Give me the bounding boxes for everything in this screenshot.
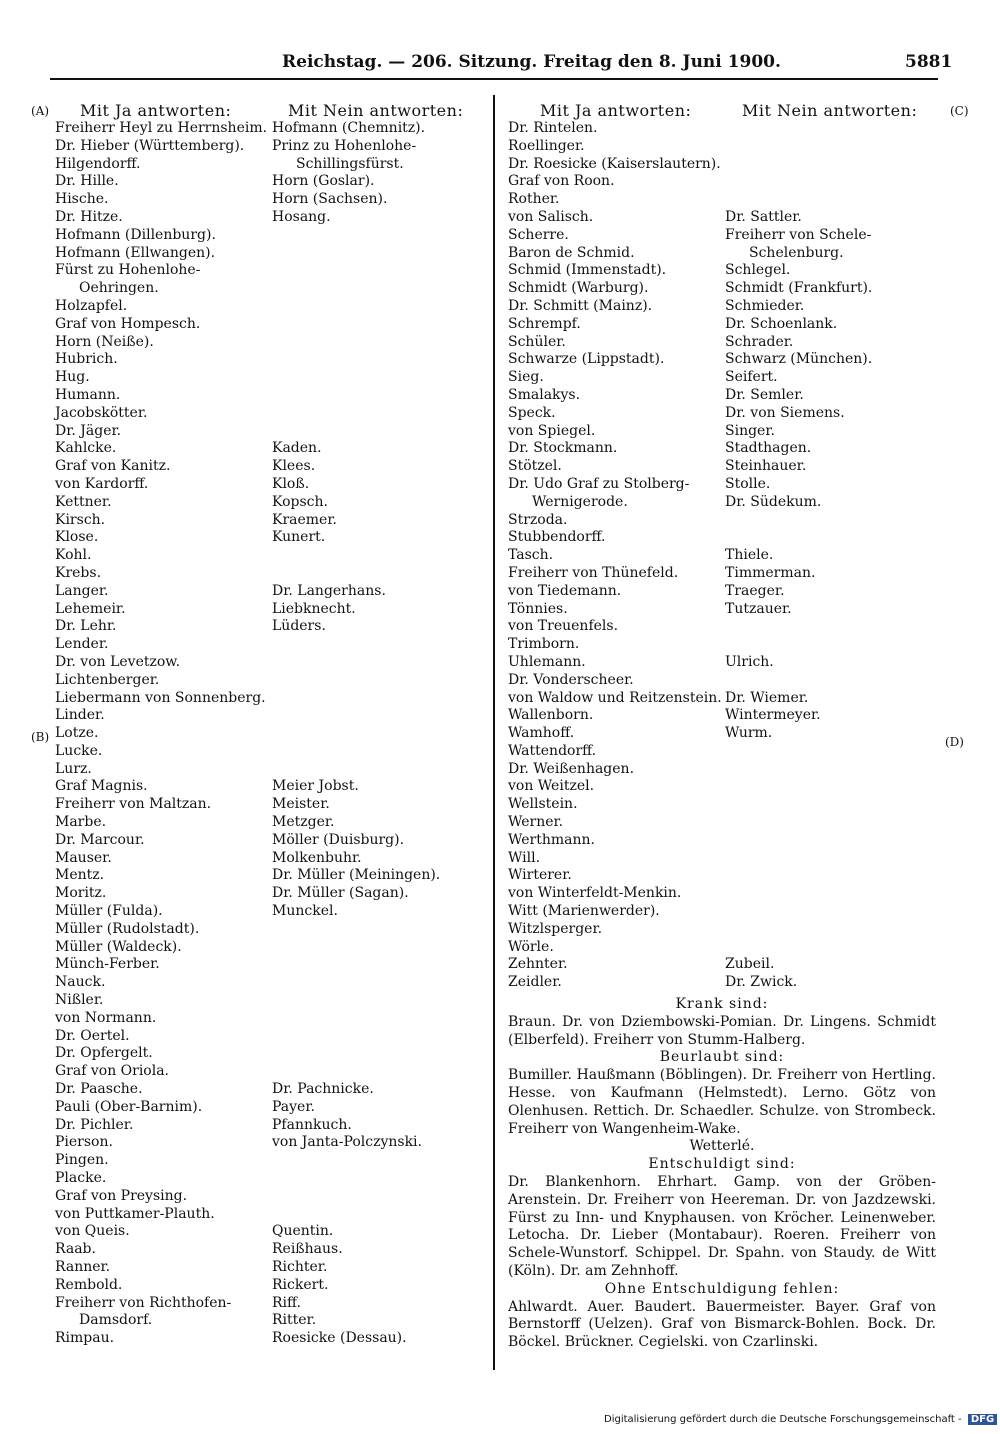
member-name bbox=[725, 761, 872, 779]
member-name: Linder. bbox=[55, 707, 105, 724]
member-name: Kunert. bbox=[272, 529, 326, 546]
member-name: Riff. bbox=[272, 1294, 301, 1311]
member-name: Rother. bbox=[508, 191, 560, 208]
margin-marker-b: (B) bbox=[31, 730, 50, 744]
member-name: Dr. Lehr. bbox=[55, 618, 117, 635]
member-name: Oehringen. bbox=[79, 280, 159, 297]
member-name: Meier Jobst. bbox=[272, 778, 359, 795]
member-name: Dr. Hitze. bbox=[55, 208, 123, 225]
member-name bbox=[725, 512, 872, 530]
member-name: Placke. bbox=[55, 1170, 107, 1187]
member-name bbox=[272, 245, 440, 263]
member-name: Tönnies. bbox=[508, 600, 568, 617]
header-rule bbox=[50, 78, 938, 80]
member-name: Marbe. bbox=[55, 814, 107, 831]
member-name: Ritter. bbox=[272, 1312, 317, 1329]
member-name: Lender. bbox=[55, 636, 109, 653]
member-name: Tutzauer. bbox=[725, 600, 792, 617]
member-name: Graf von Oriola. bbox=[55, 1063, 170, 1080]
member-name: Wattendorff. bbox=[508, 742, 597, 759]
member-name: Graf von Roon. bbox=[508, 173, 615, 190]
member-name: Stadthagen. bbox=[725, 440, 812, 457]
member-name bbox=[272, 316, 440, 334]
member-name bbox=[272, 1045, 440, 1063]
member-name: Schwarze (Lippstadt). bbox=[508, 351, 665, 368]
left-ja-heading: Mit Ja antworten: bbox=[80, 101, 232, 120]
member-name bbox=[725, 173, 872, 191]
member-name: Schmidt (Warburg). bbox=[508, 280, 649, 297]
member-name: Dr. Schoenlank. bbox=[725, 315, 838, 332]
member-name: Lotze. bbox=[55, 725, 99, 742]
member-name: Graf von Hompesch. bbox=[55, 315, 201, 332]
member-name: Horn (Neiße). bbox=[55, 333, 154, 350]
member-name: Graf von Preysing. bbox=[55, 1187, 188, 1204]
member-name: Horn (Goslar). bbox=[272, 173, 375, 190]
member-name: Zeidler. bbox=[508, 974, 562, 991]
member-name bbox=[272, 334, 440, 352]
member-name: Werner. bbox=[508, 814, 564, 831]
member-name: Müller (Rudolstadt). bbox=[55, 920, 200, 937]
member-name bbox=[725, 832, 872, 850]
member-name: Freiherr von Maltzan. bbox=[55, 796, 212, 813]
member-name: Dr. Südekum. bbox=[725, 493, 822, 510]
member-name: Dr. Vonderscheer. bbox=[508, 671, 634, 688]
member-name: Witzlsperger. bbox=[508, 920, 603, 937]
member-name: Smalakys. bbox=[508, 386, 581, 403]
member-name: Payer. bbox=[272, 1098, 315, 1115]
member-name: Stubbendorff. bbox=[508, 529, 606, 546]
member-name bbox=[725, 191, 872, 209]
member-name: Dr. Sattler. bbox=[725, 208, 802, 225]
member-name: Horn (Sachsen). bbox=[272, 191, 388, 208]
member-name bbox=[272, 405, 440, 423]
member-name: Kaden. bbox=[272, 440, 322, 457]
member-name: von Kardorff. bbox=[55, 475, 149, 492]
member-name: Kraemer. bbox=[272, 511, 337, 528]
member-name: Dr. Hieber (Württemberg). bbox=[55, 137, 245, 154]
member-name: Damsdorf. bbox=[79, 1312, 153, 1329]
member-name bbox=[725, 778, 872, 796]
member-name: Dr. Oertel. bbox=[55, 1027, 130, 1044]
member-name bbox=[272, 636, 440, 654]
member-name bbox=[272, 1170, 440, 1188]
member-name: Klees. bbox=[272, 458, 316, 475]
member-name bbox=[272, 761, 440, 779]
member-name: Hubrich. bbox=[55, 351, 118, 368]
ohne-text: Ahlwardt. Auer. Baudert. Bauermeister. Bayer. Graf von Bernstorff (Uelzen). Graf von Bismarck-Bohlen. Bock. Dr. Böckel. Brückner. Cegielski. von Czarlinski. bbox=[508, 1298, 936, 1351]
running-header: Reichstag. — 206. Sitzung. Freitag den 8. Juni 1900. bbox=[282, 52, 781, 72]
ohne-heading: Ohne Entschuldigung fehlen: bbox=[604, 1280, 840, 1297]
member-name bbox=[272, 1206, 440, 1224]
member-name bbox=[272, 369, 440, 387]
member-name: Wellstein. bbox=[508, 796, 578, 813]
member-name: Wallenborn. bbox=[508, 707, 594, 724]
member-name bbox=[725, 636, 872, 654]
entschuldigt-heading: Entschuldigt sind: bbox=[648, 1156, 796, 1173]
member-name bbox=[725, 156, 872, 174]
member-name bbox=[725, 867, 872, 885]
member-name: Lehemeir. bbox=[55, 600, 126, 617]
member-name: Metzger. bbox=[272, 814, 335, 831]
member-name: Fürst zu Hohenlohe- bbox=[55, 262, 201, 279]
member-name bbox=[725, 921, 872, 939]
member-name bbox=[725, 796, 872, 814]
member-name: Pierson. bbox=[55, 1134, 113, 1151]
right-nein-list bbox=[725, 120, 872, 992]
absence-sections bbox=[508, 996, 936, 1352]
member-name: Hilgendorff. bbox=[55, 155, 141, 172]
member-name: Rickert. bbox=[272, 1276, 329, 1293]
member-name: Wintermeyer. bbox=[725, 707, 821, 724]
member-name bbox=[272, 1188, 440, 1206]
member-name: Mentz. bbox=[55, 867, 105, 884]
member-name: Wernigerode. bbox=[532, 493, 628, 510]
member-name: Dr. von Levetzow. bbox=[55, 653, 181, 670]
member-name bbox=[272, 298, 440, 316]
entschuldigt-text: Dr. Blankenhorn. Ehrhart. Gamp. von der Gröben-Arenstein. Dr. Freiherr von Heereman. Dr. von Jazdzewski. Fürst zu Inn- und Knyphausen. von Kröcher. Leinenweber. Letocha. Dr. Lieber (Montabaur). Roeren. Freiherr von Schele-Wunstorf. Schippel. Dr. Spahn. von Staudy. de Witt (Köln). Dr. am Zehnhoff. bbox=[508, 1173, 936, 1279]
member-name: Wurm. bbox=[725, 725, 773, 742]
member-name bbox=[725, 138, 872, 156]
member-name: Hofmann (Ellwangen). bbox=[55, 244, 216, 261]
member-name bbox=[272, 1063, 440, 1081]
member-name bbox=[272, 280, 440, 298]
member-name: Schrempf. bbox=[508, 315, 581, 332]
member-name: von Waldow und Reitzenstein. bbox=[508, 689, 722, 706]
member-name bbox=[725, 672, 872, 690]
member-name: Moritz. bbox=[55, 885, 107, 902]
member-name: Meister. bbox=[272, 796, 330, 813]
member-name: Strzoda. bbox=[508, 511, 568, 528]
member-name: von Janta-Polczynski. bbox=[272, 1134, 422, 1151]
member-name: Kopsch. bbox=[272, 493, 328, 510]
member-name bbox=[272, 921, 440, 939]
member-name: Möller (Duisburg). bbox=[272, 831, 405, 848]
member-name: Kahlcke. bbox=[55, 440, 117, 457]
member-name bbox=[725, 618, 872, 636]
member-name bbox=[272, 1028, 440, 1046]
member-name: Scherre. bbox=[508, 226, 569, 243]
member-name: Speck. bbox=[508, 404, 556, 421]
member-name bbox=[272, 351, 440, 369]
member-name: Dr. Schmitt (Mainz). bbox=[508, 297, 653, 314]
member-name bbox=[725, 743, 872, 761]
page-number: 5881 bbox=[905, 52, 953, 72]
member-name: Roellinger. bbox=[508, 137, 585, 154]
member-name: Seifert. bbox=[725, 369, 778, 386]
beurlaubt-heading: Beurlaubt sind: bbox=[659, 1049, 785, 1066]
member-name: Schrader. bbox=[725, 333, 794, 350]
member-name: Hug. bbox=[55, 369, 90, 386]
member-name: Richter. bbox=[272, 1259, 328, 1275]
member-name: Tasch. bbox=[508, 547, 554, 564]
member-name: Schwarz (München). bbox=[725, 351, 873, 368]
right-nein-heading: Mit Nein antworten: bbox=[742, 101, 918, 120]
member-name: von Treuenfels. bbox=[508, 618, 619, 635]
member-name: Freiherr von Thünefeld. bbox=[508, 564, 679, 581]
left-nein-list bbox=[272, 120, 440, 1348]
member-name bbox=[272, 1152, 440, 1170]
member-name: Singer. bbox=[725, 422, 775, 439]
member-name: Dr. Hille. bbox=[55, 173, 119, 190]
member-name: von Normann. bbox=[55, 1009, 157, 1026]
member-name: von Weitzel. bbox=[508, 778, 595, 795]
member-name: von Salisch. bbox=[508, 208, 594, 225]
member-name: Dr. Zwick. bbox=[725, 974, 798, 991]
member-name: Schmidt (Frankfurt). bbox=[725, 280, 873, 297]
member-name: Dr. Marcour. bbox=[55, 831, 145, 848]
member-name: Dr. Müller (Sagan). bbox=[272, 885, 409, 902]
member-name: Nauck. bbox=[55, 974, 106, 991]
beurlaubt-text: Bumiller. Haußmann (Böblingen). Dr. Freiherr von Hertling. Hesse. von Kaufmann (Helmstedt). Lerno. Götz von Olenhusen. Rettich. Dr. Schaedler. Schulze. von Strombeck. Freiherr von Wangenheim-Wake. bbox=[508, 1067, 936, 1137]
member-name: Dr. Pichler. bbox=[55, 1116, 134, 1133]
member-name: Schmid (Immenstadt). bbox=[508, 262, 667, 279]
member-name: Dr. Pachnicke. bbox=[272, 1081, 374, 1098]
member-name: Graf Magnis. bbox=[55, 778, 148, 795]
member-name: Freiherr Heyl zu Herrnsheim. bbox=[55, 120, 268, 136]
member-name bbox=[272, 1010, 440, 1028]
member-name: Munckel. bbox=[272, 903, 338, 920]
member-name: Dr. Paasche. bbox=[55, 1081, 143, 1098]
member-name: Schelenburg. bbox=[749, 244, 844, 261]
member-name: Molkenbuhr. bbox=[272, 849, 362, 866]
member-name: Dr. von Siemens. bbox=[725, 404, 845, 421]
member-name: Sieg. bbox=[508, 369, 544, 386]
member-name: Roesicke (Dessau). bbox=[272, 1330, 407, 1347]
member-name: Rembold. bbox=[55, 1276, 123, 1293]
member-name bbox=[272, 974, 440, 992]
member-name: Timmerman. bbox=[725, 564, 816, 581]
member-name: Hosang. bbox=[272, 208, 331, 225]
member-name bbox=[725, 120, 872, 138]
krank-text: Braun. Dr. von Dziembowski-Pomian. Dr. Lingens. Schmidt (Elberfeld). Freiherr von Stumm-Halberg. bbox=[508, 1013, 936, 1048]
member-name: Ulrich. bbox=[725, 653, 774, 670]
margin-marker-c: (C) bbox=[950, 104, 969, 118]
member-name: von Spiegel. bbox=[508, 422, 596, 439]
beurlaubt-last: Wetterlé. bbox=[689, 1138, 755, 1155]
member-name bbox=[272, 672, 440, 690]
member-name: Graf von Kanitz. bbox=[55, 458, 171, 475]
member-name: Dr. Müller (Meiningen). bbox=[272, 867, 441, 884]
member-name: Schüler. bbox=[508, 333, 566, 350]
member-name: Dr. Udo Graf zu Stolberg- bbox=[508, 475, 690, 492]
column-divider bbox=[493, 95, 495, 1370]
member-name: Schlegel. bbox=[725, 262, 791, 279]
member-name: Wörle. bbox=[508, 938, 554, 955]
member-name: Kohl. bbox=[55, 547, 92, 564]
member-name: Freiherr von Schele- bbox=[725, 226, 872, 243]
member-name: Nißler. bbox=[55, 992, 104, 1009]
member-name bbox=[272, 707, 440, 725]
member-name: Schillingsfürst. bbox=[296, 155, 404, 172]
member-name: Thiele. bbox=[725, 547, 774, 564]
member-name bbox=[272, 387, 440, 405]
member-name: Kloß. bbox=[272, 475, 310, 492]
member-name: von Winterfeldt-Menkin. bbox=[508, 885, 682, 902]
member-name: Langer. bbox=[55, 582, 109, 599]
member-name: Wirterer. bbox=[508, 867, 572, 884]
member-name: Liebermann von Sonnenberg. bbox=[55, 689, 266, 706]
member-name: Stolle. bbox=[725, 475, 771, 492]
member-name: Kirsch. bbox=[55, 511, 106, 528]
member-name: Klose. bbox=[55, 529, 99, 546]
footer bbox=[604, 1414, 997, 1425]
member-name: Liebknecht. bbox=[272, 600, 356, 617]
margin-marker-a: (A) bbox=[31, 104, 50, 118]
right-ja-list bbox=[508, 120, 722, 992]
member-name: Werthmann. bbox=[508, 831, 595, 848]
member-name bbox=[725, 814, 872, 832]
member-name: Dr. Opfergelt. bbox=[55, 1045, 153, 1062]
member-name: Dr. Stockmann. bbox=[508, 440, 618, 457]
member-name: von Queis. bbox=[55, 1223, 130, 1240]
member-name: Dr. Rintelen. bbox=[508, 120, 598, 136]
member-name: Trimborn. bbox=[508, 636, 580, 653]
member-name: Hische. bbox=[55, 191, 109, 208]
member-name: Kettner. bbox=[55, 493, 112, 510]
member-name bbox=[725, 939, 872, 957]
member-name: Prinz zu Hohenlohe- bbox=[272, 137, 417, 154]
member-name: Hofmann (Chemnitz). bbox=[272, 120, 426, 136]
member-name: Schmieder. bbox=[725, 297, 805, 314]
member-name: Zehnter. bbox=[508, 956, 568, 973]
right-ja-heading: Mit Ja antworten: bbox=[540, 101, 692, 120]
member-name: von Tiedemann. bbox=[508, 582, 622, 599]
member-name: Raab. bbox=[55, 1241, 96, 1258]
member-name: Pfannkuch. bbox=[272, 1116, 352, 1133]
member-name bbox=[725, 903, 872, 921]
member-name: Dr. Langerhans. bbox=[272, 582, 386, 599]
margin-marker-d: (D) bbox=[945, 735, 964, 749]
member-name: Wamhoff. bbox=[508, 725, 575, 742]
member-name: Baron de Schmid. bbox=[508, 244, 635, 261]
left-nein-heading: Mit Nein antworten: bbox=[288, 101, 464, 120]
member-name bbox=[272, 423, 440, 441]
member-name: Dr. Weißenhagen. bbox=[508, 760, 635, 777]
member-name: Müller (Fulda). bbox=[55, 903, 163, 920]
member-name: Jacobskötter. bbox=[55, 404, 148, 421]
footer-text: Digitalisierung gefördert durch die Deutsche Forschungsgemeinschaft - bbox=[604, 1414, 962, 1425]
member-name: Will. bbox=[508, 849, 541, 866]
member-name bbox=[272, 992, 440, 1010]
member-name: Dr. Semler. bbox=[725, 386, 804, 403]
member-name: Zubeil. bbox=[725, 956, 775, 973]
member-name: Mauser. bbox=[55, 849, 112, 866]
member-name: Müller (Waldeck). bbox=[55, 938, 182, 955]
member-name: Freiherr von Richthofen- bbox=[55, 1294, 232, 1311]
member-name bbox=[272, 654, 440, 672]
member-name bbox=[725, 850, 872, 868]
member-name bbox=[725, 885, 872, 903]
dfg-logo: DFG bbox=[968, 1414, 997, 1425]
member-name: Stötzel. bbox=[508, 458, 562, 475]
member-name: Holzapfel. bbox=[55, 297, 128, 314]
member-name: Lüders. bbox=[272, 618, 326, 635]
member-name: Rimpau. bbox=[55, 1330, 115, 1347]
member-name: Reißhaus. bbox=[272, 1241, 343, 1258]
member-name: Lucke. bbox=[55, 742, 103, 759]
member-name: Quentin. bbox=[272, 1223, 334, 1240]
member-name: Krebs. bbox=[55, 564, 102, 581]
member-name: Uhlemann. bbox=[508, 653, 586, 670]
member-name bbox=[272, 743, 440, 761]
member-name: Dr. Wiemer. bbox=[725, 689, 809, 706]
member-name bbox=[272, 690, 440, 708]
member-name bbox=[272, 227, 440, 245]
member-name: Steinhauer. bbox=[725, 458, 807, 475]
member-name: Pingen. bbox=[55, 1152, 109, 1169]
member-name: Witt (Marienwerder). bbox=[508, 903, 660, 920]
member-name: Ranner. bbox=[55, 1259, 111, 1275]
member-name bbox=[272, 725, 440, 743]
member-name: von Puttkamer-Plauth. bbox=[55, 1205, 215, 1222]
member-name: Humann. bbox=[55, 386, 121, 403]
member-name bbox=[272, 956, 440, 974]
member-name bbox=[272, 262, 440, 280]
member-name: Dr. Jäger. bbox=[55, 422, 122, 439]
left-ja-list bbox=[55, 120, 267, 1348]
member-name: Traeger. bbox=[725, 582, 785, 599]
member-name: Münch-Ferber. bbox=[55, 956, 160, 973]
member-name: Dr. Roesicke (Kaiserslautern). bbox=[508, 155, 721, 172]
krank-heading: Krank sind: bbox=[675, 996, 769, 1012]
member-name: Pauli (Ober-Barnim). bbox=[55, 1098, 203, 1115]
member-name bbox=[272, 547, 440, 565]
member-name bbox=[272, 565, 440, 583]
member-name bbox=[272, 939, 440, 957]
member-name bbox=[725, 529, 872, 547]
member-name: Lichtenberger. bbox=[55, 671, 160, 688]
member-name: Hofmann (Dillenburg). bbox=[55, 226, 216, 243]
member-name: Lurz. bbox=[55, 760, 92, 777]
